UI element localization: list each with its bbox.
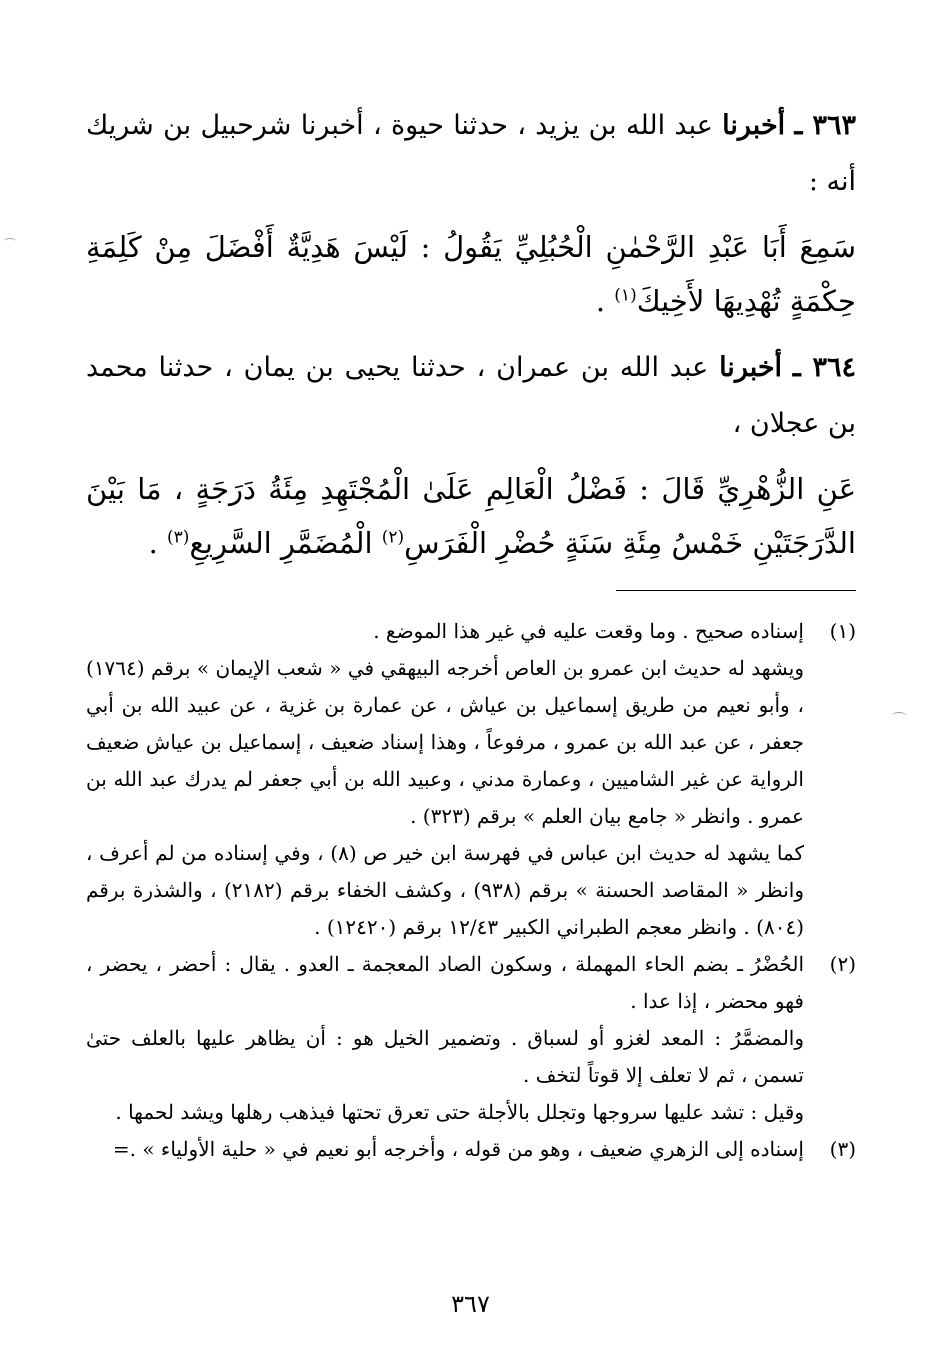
hadith-number: ٣٦٤ ـ [792, 352, 856, 383]
footnote-number: (٣) [829, 1137, 856, 1161]
matn-text: عَنِ الزُّهْرِيِّ قَالَ : فَضْلُ الْعَالِمِ عَلَىٰ الْمُجْتَهِدِ مِئَةُ دَرَجَةٍ ، مَا بَيْنَ الدَّرَجَتَيْنِ خَمْسُ مِئَةِ سَنَةٍ حُضْرِ الْفَرَسِ [86, 472, 856, 560]
footnote-ref: (٢) [381, 527, 405, 548]
footnote-paragraph: إسناده إلى الزهري ضعيف ، وهو من قوله ، وأخرجه أبو نعيم في « حلية الأولياء » .= [112, 1137, 804, 1161]
footnote-paragraph: الحُضْرُ ـ بضم الحاء المهملة ، وسكون الصاد المعجمة ـ العدو . يقال : أحضر ، يحضر ، فهو محضر ، إذا عدا . [86, 952, 804, 1013]
footnote-number: (١) [829, 619, 856, 643]
hadith-363-isnad [86, 98, 856, 210]
hadith-364-matn [86, 462, 856, 570]
footnotes [86, 613, 856, 1168]
hadith-364-isnad [86, 340, 856, 452]
footnote-ref: (١) [614, 285, 637, 306]
footnote-paragraph: وقيل : تشد عليها سروجها وتجلل بالأجلة حتى تعرق تحتها فيذهب رهلها ويشد لحمها . [115, 1100, 804, 1124]
matn-text: الْمُضَمَّرِ السَّرِيعِ [189, 526, 382, 560]
hadith-isnad-text: عبد الله بن يزيد ، حدثنا حيوة ، أخبرنا شرحبيل بن شريك أنه : [86, 110, 856, 197]
matn-end: . [148, 526, 168, 560]
matn-end: . [595, 284, 615, 318]
footnote-2 [86, 946, 856, 1131]
hadith-363-matn [86, 220, 856, 328]
footnote-number: (٢) [829, 952, 856, 976]
footnote-body [86, 1131, 804, 1168]
hadith-number: ٣٦٣ ـ [794, 110, 856, 141]
hadith-lead: أخبرنا [722, 110, 786, 141]
footnote-paragraph: والمضمَّرُ : المعد لغزو أو لسباق . وتضمير الخيل هو : أن يظاهر عليها بالعلف حتىٰ تسمن ، ثم لا تعلف إلا قوتاً لتخف . [86, 1026, 804, 1087]
page-number: ٣٦٧ [451, 1290, 490, 1318]
footnote-3 [86, 1131, 856, 1168]
footnote-paragraph: كما يشهد له حديث ابن عباس في فهرسة ابن خير ص (٨) ، وفي إسناده من لم أعرف ، وانظر « المقاصد الحسنة » برقم (٩٣٨) ، وكشف الخفاء برقم (٢١٨٢) ، والشذرة برقم (٨٠٤) . وانظر معجم الطبراني الكبير ١٢/٤٣ برقم (١٢٤٢٠) . [86, 841, 805, 939]
footnote-paragraph: إسناده صحيح . وما وقعت عليه في غير هذا الموضع . [373, 619, 804, 643]
matn-text: سَمِعَ أَبَا عَبْدِ الرَّحْمٰنِ الْحُبُلِيِّ يَقُولُ : لَيْسَ هَدِيَّةٌ أَفْضَلَ مِنْ كَلِمَةِ حِكْمَةٍ تُهْدِيهَا لأَخِيكَ [86, 230, 856, 318]
footnote-paragraph: ويشهد له حديث ابن عمرو بن العاص أخرجه البيهقي في « شعب الإيمان » برقم (١٧٦٤) ، وأبو نعيم من طريق إسماعيل بن عياش ، عن عمارة بن غزية ، عن عبيد الله بن أبي جعفر ، عن عبد الله بن عمرو ، مرفوعاً ، وهذا إسناد ضعيف ، إسماعيل بن عياش ضعيف الرواية عن غير الشاميين ، وعمارة مدني ، وعبيد الله بن أبي جعفر لم يدرك عبد الله بن عمرو . وانظر « جامع بيان العلم » برقم (٣٢٣) . [86, 656, 804, 828]
hadith-lead: أخبرنا [719, 352, 783, 383]
footnote-1 [86, 613, 856, 946]
margin-mark [892, 712, 906, 719]
footnote-body [86, 613, 804, 946]
footnote-separator [616, 590, 856, 591]
footnote-ref: (٣) [167, 527, 190, 548]
margin-mark [4, 238, 16, 245]
hadith-isnad-text: عبد الله بن عمران ، حدثنا يحيى بن يمان ، حدثنا محمد بن عجلان ، [86, 352, 856, 439]
page-body [86, 98, 856, 1168]
footnote-body [86, 946, 804, 1131]
